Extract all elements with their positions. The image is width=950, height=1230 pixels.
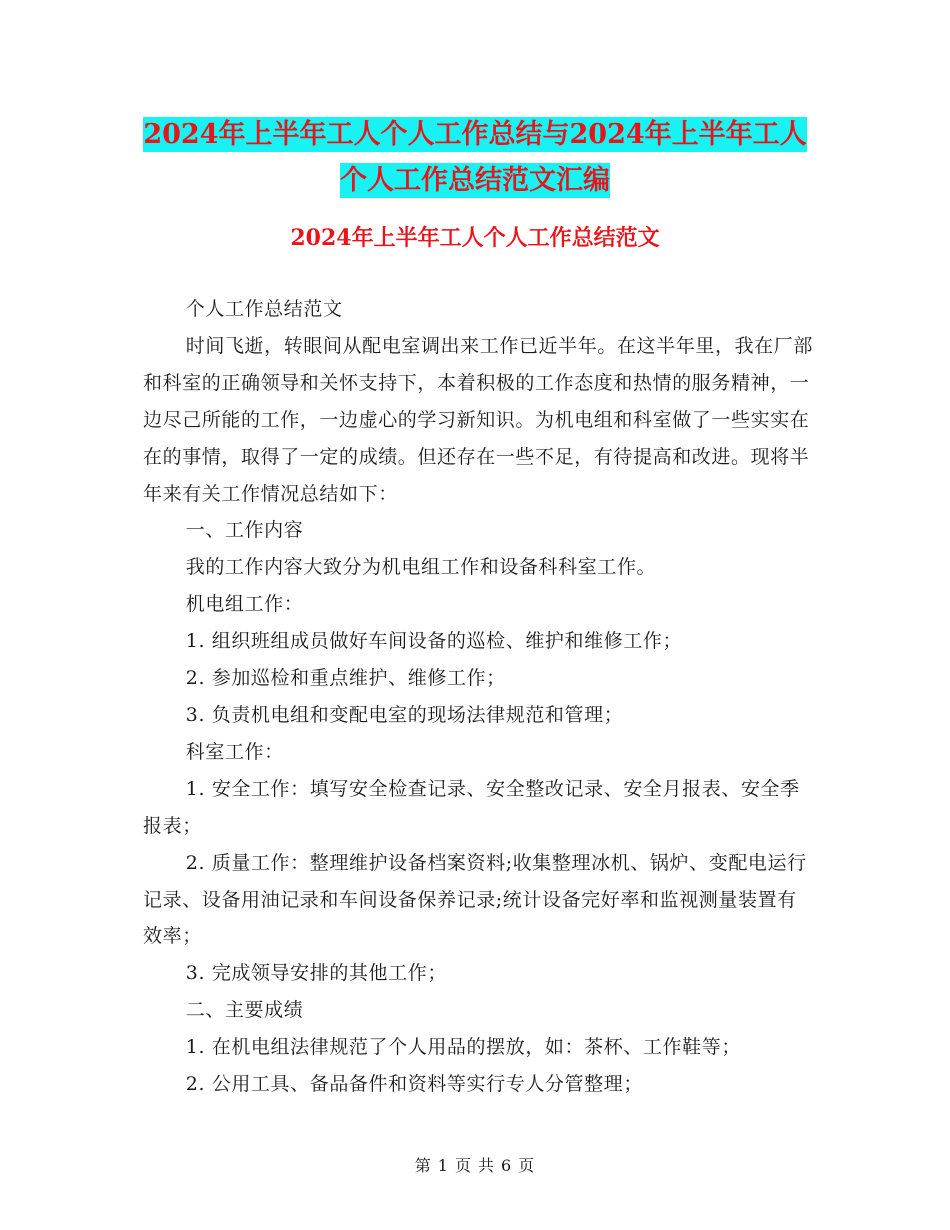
list-item: 2. 公用工具、备品备件和资料等实行专人分管整理； [185, 1073, 643, 1096]
document-title [0, 112, 950, 204]
paragraph: 二、主要成绩 [185, 999, 304, 1022]
footer-prefix: 第 [414, 1156, 432, 1175]
footer-current-page: 1 [437, 1156, 449, 1175]
footer-total-pages: 6 [501, 1156, 513, 1175]
title-line-2: 个人工作总结范文汇编 [340, 165, 610, 196]
title-line-1: 2024年上半年工人个人工作总结与2024年上半年工人 [143, 119, 807, 150]
list-item: 3. 负责机电组和变配电室的现场法律规范和管理； [185, 703, 624, 726]
section-subtitle: 2024年上半年工人个人工作总结范文 [290, 225, 660, 251]
paragraph: 一、工作内容 [185, 519, 304, 542]
list-item: 1. 安全工作：填写安全检查记录、安全整改记录、安全月报表、安全季报表； [143, 777, 800, 837]
paragraph: 我的工作内容大致分为机电组工作和设备科科室工作。 [185, 556, 657, 579]
paragraph: 个人工作总结范文 [185, 298, 343, 320]
paragraph: 时间飞逝，转眼间从配电室调出来工作已近半年。在这半年里，我在厂部和科室的正确领导和关怀支持下，本着积极的工作态度和热情的服务精神，一边尽己所能的工作，一边虚心的学习新知识。为机电组和科室做了一些实实在在的事情，取得了一定的成绩。但还存在一些不足，有待提高和改进。现将半年来有关工作情况总结如下： [143, 334, 813, 505]
page-footer [0, 1156, 950, 1176]
paragraph: 科室工作： [185, 740, 284, 763]
footer-suffix: 页 [518, 1156, 536, 1175]
list-item: 2. 参加巡检和重点维护、维修工作； [185, 667, 506, 690]
list-item: 2. 质量工作：整理维护设备档案资料;收集整理冰机、锅炉、变配电运行记录、设备用油记录和车间设备保养记录;统计设备完好率和监视测量装置有效率； [143, 851, 807, 948]
footer-page-word: 页 [454, 1156, 472, 1175]
list-item: 1. 在机电组法律规范了个人用品的摆放，如：茶杯、工作鞋等； [185, 1036, 741, 1059]
list-item: 3. 完成领导安排的其他工作； [185, 962, 447, 985]
footer-total-prefix: 共 [478, 1156, 496, 1175]
paragraph: 机电组工作： [185, 593, 304, 616]
document-body [143, 291, 813, 1103]
list-item: 1. 组织班组成员做好车间设备的巡检、维护和维修工作； [185, 630, 683, 653]
